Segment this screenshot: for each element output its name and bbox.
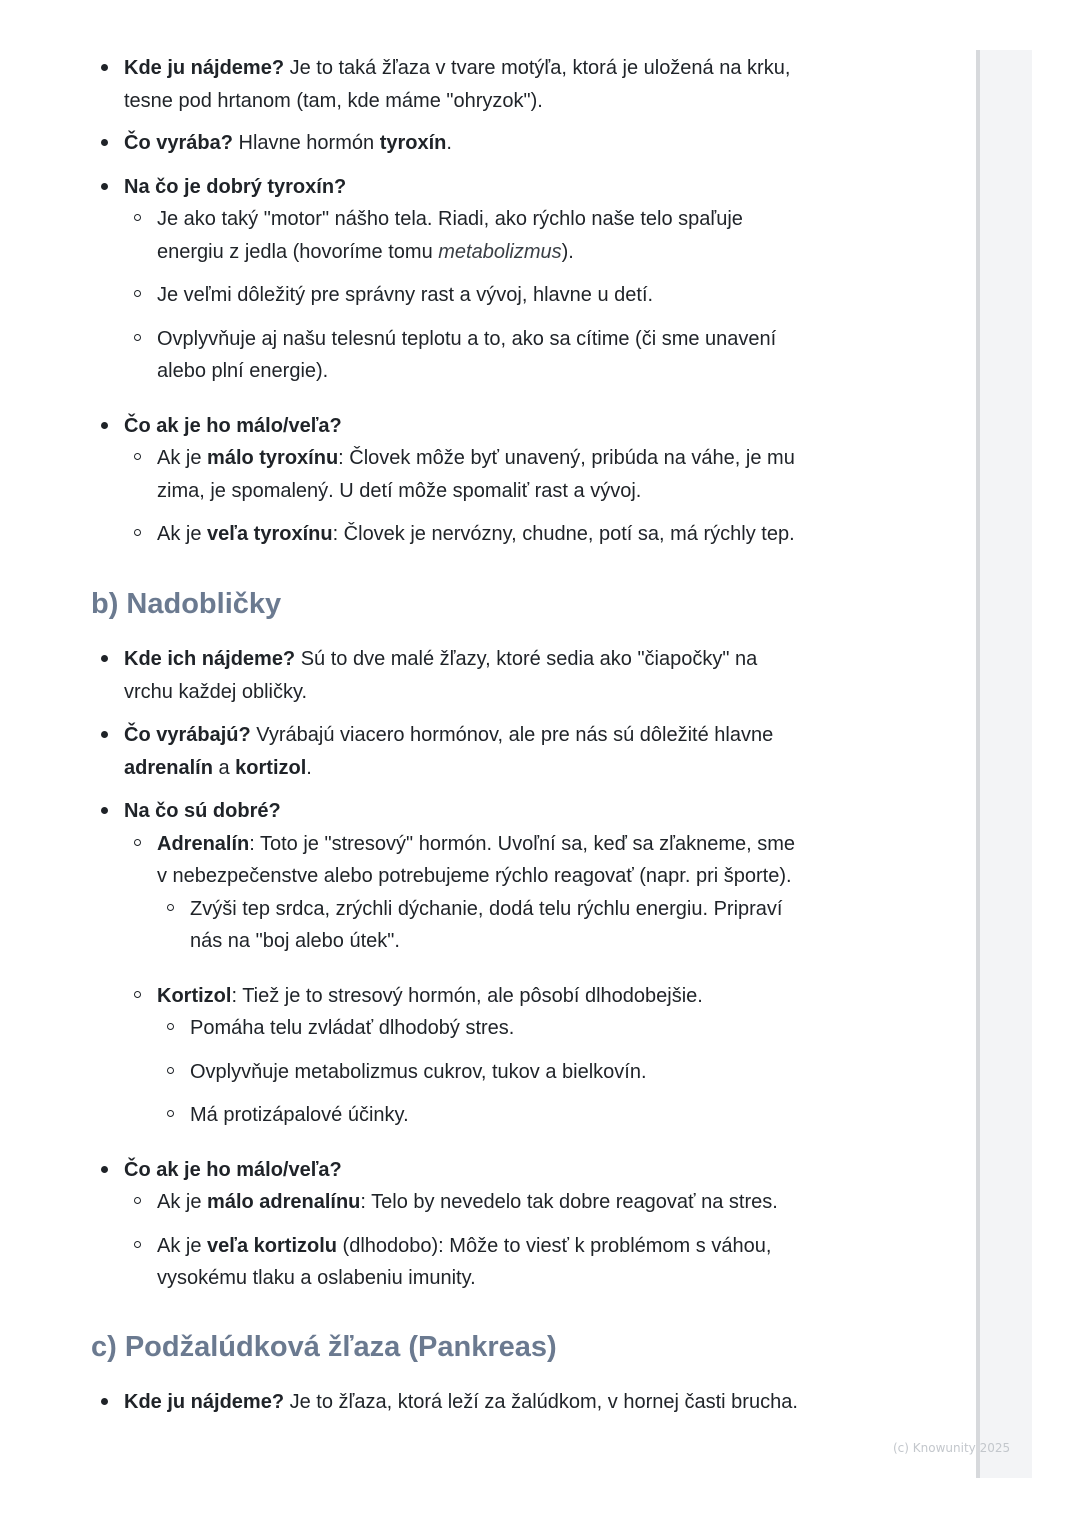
footer-copyright: (c) Knowunity 2025 — [893, 1441, 1011, 1455]
list-item: Ak je veľa kortizolu (dlhodobo): Môže to viesť k problémom s váhou, vysokému tlaku a oslabeniu imunity. — [124, 1230, 900, 1295]
list-item: Má protizápalové účinky. — [157, 1099, 900, 1132]
list-item: Čo ak je ho málo/veľa? Ak je málo tyroxínu: Človek môže byť unavený, pribúda na váhe, je mu zima, je spomalený. U detí môže spomaliť rast a vývoj. Ak je veľa tyroxínu: Človek je nervózny, chudne, potí sa, má rýchly tep. — [0, 410, 900, 551]
list-item: Kde ju nájdeme? Je to taká žľaza v tvare motýľa, ktorá je uložená na krku, tesne pod hrtanom (tam, kde máme "ohryzok"). — [0, 52, 900, 117]
list-item: Ovplyvňuje aj našu telesnú teplotu a to, ako sa cítime (či sme unavení alebo plní energie). — [124, 323, 900, 388]
list-item: Ak je málo adrenalínu: Telo by nevedelo tak dobre reagovať na stres. — [124, 1186, 900, 1219]
list-item: Kortizol: Tiež je to stresový hormón, ale pôsobí dlhodobejšie. Pomáha telu zvládať dlhodobý stres. Ovplyvňuje metabolizmus cukrov, tukov a bielkovín. Má protizápalové účinky. — [124, 980, 900, 1132]
section-heading-pancreas: c) Podžalúdková žľaza (Pankreas) — [91, 1331, 557, 1363]
pancreas-list — [0, 1386, 900, 1419]
scrollbar-track[interactable] — [976, 50, 1032, 1478]
thyroid-list — [0, 52, 900, 551]
list-item: Pomáha telu zvládať dlhodobý stres. — [157, 1012, 900, 1045]
list-item: Zvýši tep srdca, zrýchli dýchanie, dodá telu rýchlu energiu. Pripraví nás na "boj alebo útek". — [157, 893, 900, 958]
list-item: Ovplyvňuje metabolizmus cukrov, tukov a bielkovín. — [157, 1056, 900, 1089]
list-item: Ak je veľa tyroxínu: Človek je nervózny, chudne, potí sa, má rýchly tep. — [124, 518, 900, 551]
list-item: Čo vyrábajú? Vyrábajú viacero hormónov, ale pre nás sú dôležité hlavne adrenalín a kortizol. — [0, 719, 900, 784]
list-item: Kde ich nájdeme? Sú to dve malé žľazy, ktoré sedia ako "čiapočky" na vrchu každej obličky. — [0, 643, 900, 708]
list-item: Na čo sú dobré? Adrenalín: Toto je "stresový" hormón. Uvoľní sa, keď sa zľakneme, sme v nebezpečenstve alebo potrebujeme rýchlo reagovať (napr. pri športe). Zvýši tep srdca, zrýchli dýchanie, dodá telu rýchlu energiu. Pripraví nás na "boj alebo útek". Kortizol: Tiež je to stresový hormón, ale pôsobí dlhodobejšie. Pomáha telu zvládať dlhodobý stres. Ovplyvňuje metabolizmus cukrov, tukov a bielkovín. Má protizápalové účinky. — [0, 795, 900, 1132]
section-heading-adrenal: b) Nadobličky — [91, 588, 282, 620]
list-item: Na čo je dobrý tyroxín? Je ako taký "motor" nášho tela. Riadi, ako rýchlo naše telo spaľuje energiu z jedla (hovoríme tomu metabolizmus). Je veľmi dôležitý pre správny rast a vývoj, hlavne u detí. Ovplyvňuje aj našu telesnú teplotu a to, ako sa cítime (či sme unavení alebo plní energie). — [0, 171, 900, 388]
list-item: Čo ak je ho málo/veľa? Ak je málo adrenalínu: Telo by nevedelo tak dobre reagovať na stres. Ak je veľa kortizolu (dlhodobo): Môže to viesť k problémom s váhou, vysokému tlaku a oslabeniu imunity. — [0, 1154, 900, 1295]
label: Kde ju nájdeme? — [124, 57, 285, 79]
list-item: Kde ju nájdeme? Je to žľaza, ktorá leží za žalúdkom, v hornej časti brucha. — [0, 1386, 900, 1419]
list-item: Je ako taký "motor" nášho tela. Riadi, ako rýchlo naše telo spaľuje energiu z jedla (hovoríme tomu metabolizmus). — [124, 203, 900, 268]
adrenal-list — [0, 643, 900, 1295]
list-item: Adrenalín: Toto je "stresový" hormón. Uvoľní sa, keď sa zľakneme, sme v nebezpečenstve alebo potrebujeme rýchlo reagovať (napr. pri športe). Zvýši tep srdca, zrýchli dýchanie, dodá telu rýchlu energiu. Pripraví nás na "boj alebo útek". — [124, 828, 900, 958]
list-item: Ak je málo tyroxínu: Človek môže byť unavený, pribúda na váhe, je mu zima, je spomalený. U detí môže spomaliť rast a vývoj. — [124, 442, 900, 507]
list-item: Čo vyrába? Hlavne hormón tyroxín. — [0, 127, 900, 160]
list-item: Je veľmi dôležitý pre správny rast a vývoj, hlavne u detí. — [124, 279, 900, 312]
